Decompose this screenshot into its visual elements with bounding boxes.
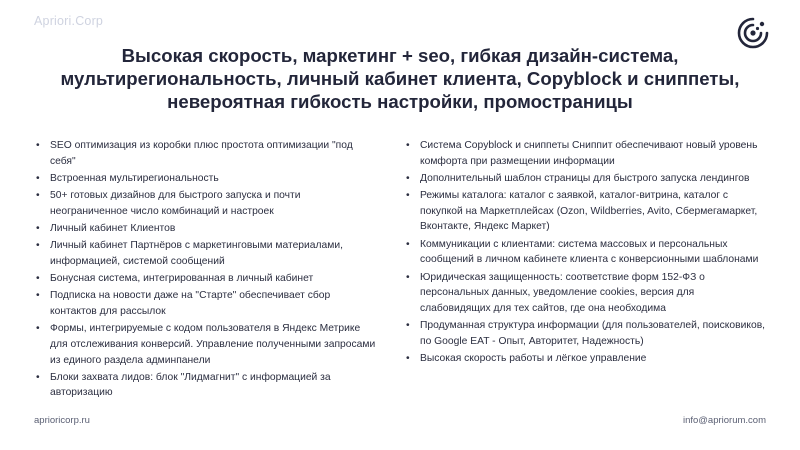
list-item-text: Личный кабинет Клиентов (50, 223, 176, 235)
list-item (406, 188, 766, 235)
list-item (36, 138, 376, 169)
list-item (406, 318, 766, 349)
list-item (36, 221, 376, 237)
bullet-icon: • (406, 140, 410, 151)
list-item-text: Подписка на новости даже на "Старте" обеспечивает сбор контактов для рассылок (50, 290, 331, 318)
bullet-icon: • (36, 140, 40, 151)
list-item-text: SEO оптимизация из коробки плюс простота оптимизации "под себя" (50, 140, 353, 167)
features-list-left (36, 138, 376, 403)
list-item (36, 288, 376, 319)
list-item (36, 321, 376, 368)
bullet-icon: • (36, 273, 40, 285)
list-item-text: Формы, интегрируемые с кодом пользователя в Яндекс Метрике для отслеживания конверсий. Управление полученными запросами из единого раздела админпанели (50, 323, 376, 366)
bullet-icon: • (36, 290, 40, 302)
list-item-text: 50+ готовых дизайнов для быстрого запуска и почти неограниченное число комбинаций и настроек (50, 190, 301, 217)
bullet-icon: • (36, 172, 40, 184)
list-item (36, 271, 376, 287)
site-url: aprioricorp.ru (34, 415, 90, 426)
page-title: Высокая скорость, маркетинг + seo, гибкая дизайн-система, мультирегиональность, личный кабинет клиента, Copyblock и сниппеты, невероятная гибкость настройки, промостраницы (60, 45, 740, 112)
list-item (406, 237, 766, 268)
list-item (36, 171, 376, 187)
list-item (36, 188, 376, 219)
list-item (406, 171, 766, 187)
list-item-text: Личный кабинет Партнёров с маркетинговыми материалами, информацией, системой сообщений (50, 240, 343, 267)
list-item-text: Режимы каталога: каталог с заявкой, каталог-витрина, каталог с покупкой на Маркетплейсах (Ozon, Wildberries, Avito, Сбермегамаркет, Вконтакте, Яндекс Маркет) (420, 190, 758, 233)
list-item (36, 238, 376, 269)
list-item (36, 370, 376, 401)
list-item-text: Дополнительный шаблон страницы для быстрого запуска лендингов (420, 172, 750, 184)
bullet-icon: • (406, 172, 410, 184)
bullet-icon: • (406, 190, 410, 202)
contact-email: info@apriorum.com (682, 415, 766, 426)
list-item-text: Бонусная система, интегрированная в личный кабинет (50, 273, 314, 285)
bullet-icon: • (36, 371, 40, 383)
spiral-dots-logo-icon (736, 16, 770, 50)
bullet-icon: • (406, 319, 410, 331)
list-item (406, 138, 766, 169)
list-item-text: Юридическая защищенность: соответствие форм 152-ФЗ о персональных данных, уведомление cookies, версия для слабовидящих для тех сайтов, где она необходима (420, 271, 705, 314)
bullet-icon: • (36, 223, 40, 235)
bullet-icon: • (406, 271, 410, 283)
bullet-icon: • (406, 238, 410, 250)
bullet-icon: • (36, 323, 40, 335)
features-list-right (406, 138, 766, 368)
list-item-text: Высокая скорость работы и лёгкое управление (420, 352, 647, 364)
list-item-text: Продуманная структура информации (для пользователей, поисковиков, по Google EAT - Опыт, Авторитет, Надежность) (420, 319, 766, 347)
list-item-text: Блоки захвата лидов: блок "Лидмагнит" с информацией за авторизацию (50, 371, 331, 399)
list-item-text: Система Copyblock и сниппеты Сниппит обеспечивают новый уровень комфорта при размещении информации (420, 140, 758, 167)
brand-name: Apriori.Corp (34, 14, 104, 28)
bullet-icon: • (36, 240, 40, 252)
list-item-text: Коммуникации с клиентами: система массовых и персональных сообщений в личном кабинете клиента с конверсионными шаблонами (420, 238, 759, 266)
list-item (406, 351, 766, 367)
list-item (406, 270, 766, 317)
list-item-text: Встроенная мультирегиональность (50, 172, 219, 184)
bullet-icon: • (36, 190, 40, 202)
bullet-icon: • (406, 352, 410, 364)
